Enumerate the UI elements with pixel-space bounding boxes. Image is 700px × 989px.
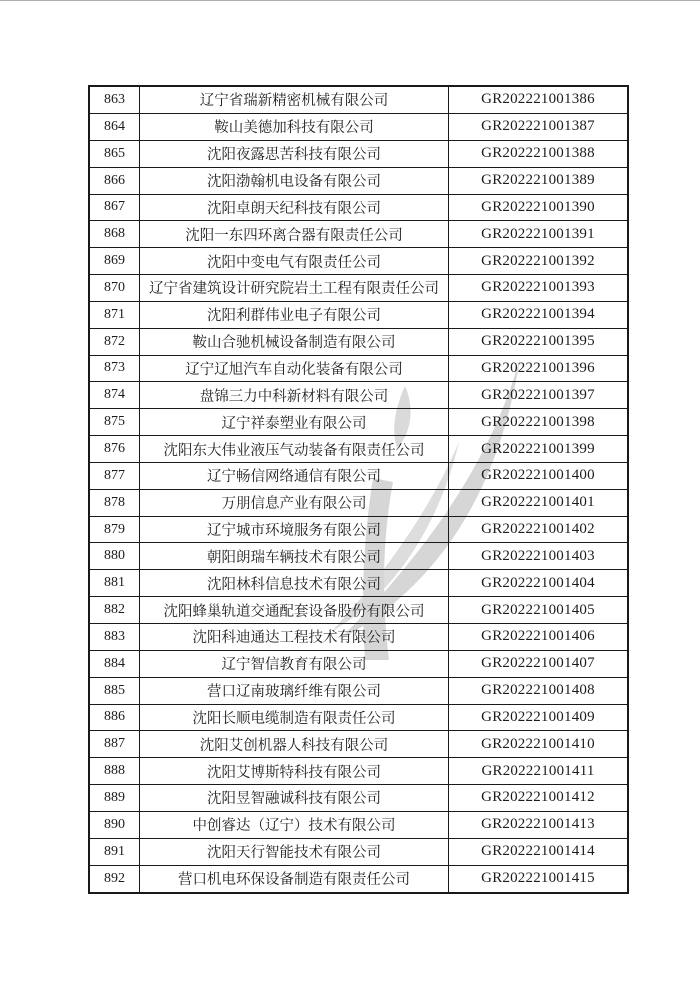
company-name-cell: 沈阳长顺电缆制造有限责任公司: [140, 704, 449, 731]
row-number-cell: 886: [89, 704, 140, 731]
certificate-code-cell: GR202221001410: [449, 731, 629, 758]
company-name-cell: 辽宁畅信网络通信有限公司: [140, 462, 449, 489]
company-name-cell: 沈阳蜂巢轨道交通配套设备股份有限公司: [140, 597, 449, 624]
table-row: [89, 462, 628, 489]
certificate-code-cell: GR202221001393: [449, 275, 629, 302]
certificate-code-cell: GR202221001388: [449, 140, 629, 167]
company-name-cell: 沈阳艾博斯特科技有限公司: [140, 758, 449, 785]
row-number-cell: 881: [89, 570, 140, 597]
certification-table: [88, 85, 629, 894]
row-number-cell: 884: [89, 650, 140, 677]
company-name-cell: 中创睿达（辽宁）技术有限公司: [140, 811, 449, 838]
certificate-code-cell: GR202221001394: [449, 301, 629, 328]
certificate-code-cell: GR202221001386: [449, 86, 629, 113]
row-number-cell: 877: [89, 462, 140, 489]
company-name-cell: 辽宁智信教育有限公司: [140, 650, 449, 677]
company-name-cell: 沈阳一东四环离合器有限责任公司: [140, 221, 449, 248]
row-number-cell: 873: [89, 355, 140, 382]
company-name-cell: 沈阳中变电气有限责任公司: [140, 248, 449, 275]
row-number-cell: 892: [89, 865, 140, 893]
row-number-cell: 889: [89, 785, 140, 812]
certificate-code-cell: GR202221001415: [449, 865, 629, 893]
row-number-cell: 878: [89, 489, 140, 516]
row-number-cell: 875: [89, 409, 140, 436]
table-row: [89, 731, 628, 758]
table-row: [89, 677, 628, 704]
row-number-cell: 864: [89, 113, 140, 140]
company-name-cell: 沈阳林科信息技术有限公司: [140, 570, 449, 597]
table-row: [89, 194, 628, 221]
table-row: [89, 570, 628, 597]
table-row: [89, 436, 628, 463]
certificate-code-cell: GR202221001400: [449, 462, 629, 489]
company-name-cell: 辽宁省建筑设计研究院岩土工程有限责任公司: [140, 275, 449, 302]
company-name-cell: 沈阳渤翰机电设备有限公司: [140, 167, 449, 194]
row-number-cell: 882: [89, 597, 140, 624]
row-number-cell: 874: [89, 382, 140, 409]
row-number-cell: 888: [89, 758, 140, 785]
certificate-code-cell: GR202221001409: [449, 704, 629, 731]
row-number-cell: 890: [89, 811, 140, 838]
certificate-code-cell: GR202221001399: [449, 436, 629, 463]
row-number-cell: 879: [89, 516, 140, 543]
certificate-code-cell: GR202221001407: [449, 650, 629, 677]
certificate-code-cell: GR202221001395: [449, 328, 629, 355]
company-name-cell: 沈阳夜露思苦科技有限公司: [140, 140, 449, 167]
certificate-code-cell: GR202221001408: [449, 677, 629, 704]
table-row: [89, 355, 628, 382]
certificate-code-cell: GR202221001414: [449, 838, 629, 865]
table-row: [89, 785, 628, 812]
table-row: [89, 382, 628, 409]
company-name-cell: 鞍山美德加科技有限公司: [140, 113, 449, 140]
row-number-cell: 880: [89, 543, 140, 570]
table-row: [89, 409, 628, 436]
certificate-code-cell: GR202221001413: [449, 811, 629, 838]
table-row: [89, 86, 628, 113]
company-name-cell: 盘锦三力中科新材料有限公司: [140, 382, 449, 409]
table-row: [89, 221, 628, 248]
table-row: [89, 328, 628, 355]
table-row: [89, 113, 628, 140]
company-name-cell: 沈阳科迪通达工程技术有限公司: [140, 624, 449, 651]
company-name-cell: 沈阳卓朗天纪科技有限公司: [140, 194, 449, 221]
table-row: [89, 758, 628, 785]
certification-table-body: [89, 86, 628, 893]
row-number-cell: 876: [89, 436, 140, 463]
company-name-cell: 沈阳东大伟业液压气动装备有限责任公司: [140, 436, 449, 463]
row-number-cell: 863: [89, 86, 140, 113]
certificate-code-cell: GR202221001404: [449, 570, 629, 597]
table-row: [89, 140, 628, 167]
table-row: [89, 704, 628, 731]
certificate-code-cell: GR202221001405: [449, 597, 629, 624]
certificate-code-cell: GR202221001390: [449, 194, 629, 221]
table-row: [89, 597, 628, 624]
certificate-code-cell: GR202221001389: [449, 167, 629, 194]
certificate-code-cell: GR202221001403: [449, 543, 629, 570]
row-number-cell: 885: [89, 677, 140, 704]
table-row: [89, 624, 628, 651]
table-row: [89, 811, 628, 838]
company-name-cell: 辽宁祥泰塑业有限公司: [140, 409, 449, 436]
row-number-cell: 883: [89, 624, 140, 651]
certificate-code-cell: GR202221001406: [449, 624, 629, 651]
company-name-cell: 营口机电环保设备制造有限责任公司: [140, 865, 449, 893]
row-number-cell: 891: [89, 838, 140, 865]
company-name-cell: 辽宁省瑞新精密机械有限公司: [140, 86, 449, 113]
row-number-cell: 865: [89, 140, 140, 167]
table-row: [89, 838, 628, 865]
row-number-cell: 887: [89, 731, 140, 758]
company-name-cell: 万朋信息产业有限公司: [140, 489, 449, 516]
row-number-cell: 870: [89, 275, 140, 302]
certificate-code-cell: GR202221001402: [449, 516, 629, 543]
table-row: [89, 543, 628, 570]
certificate-code-cell: GR202221001391: [449, 221, 629, 248]
table-row: [89, 650, 628, 677]
company-name-cell: 辽宁辽旭汽车自动化装备有限公司: [140, 355, 449, 382]
certificate-code-cell: GR202221001401: [449, 489, 629, 516]
company-name-cell: 沈阳昱智融诚科技有限公司: [140, 785, 449, 812]
table-row: [89, 275, 628, 302]
row-number-cell: 868: [89, 221, 140, 248]
company-name-cell: 营口辽南玻璃纤维有限公司: [140, 677, 449, 704]
row-number-cell: 866: [89, 167, 140, 194]
company-name-cell: 鞍山合驰机械设备制造有限公司: [140, 328, 449, 355]
row-number-cell: 871: [89, 301, 140, 328]
certificate-code-cell: GR202221001397: [449, 382, 629, 409]
company-name-cell: 沈阳天行智能技术有限公司: [140, 838, 449, 865]
certificate-code-cell: GR202221001396: [449, 355, 629, 382]
row-number-cell: 867: [89, 194, 140, 221]
table-row: [89, 301, 628, 328]
certificate-code-cell: GR202221001412: [449, 785, 629, 812]
company-name-cell: 辽宁城市环境服务有限公司: [140, 516, 449, 543]
row-number-cell: 869: [89, 248, 140, 275]
company-name-cell: 沈阳艾创机器人科技有限公司: [140, 731, 449, 758]
row-number-cell: 872: [89, 328, 140, 355]
certificate-code-cell: GR202221001392: [449, 248, 629, 275]
table-row: [89, 865, 628, 893]
page-top-edge-line: [0, 0, 700, 1]
company-name-cell: 朝阳朗瑞车辆技术有限公司: [140, 543, 449, 570]
table-row: [89, 516, 628, 543]
table-row: [89, 167, 628, 194]
certificate-code-cell: GR202221001387: [449, 113, 629, 140]
table-row: [89, 489, 628, 516]
company-name-cell: 沈阳利群伟业电子有限公司: [140, 301, 449, 328]
certificate-code-cell: GR202221001411: [449, 758, 629, 785]
table-row: [89, 248, 628, 275]
certificate-code-cell: GR202221001398: [449, 409, 629, 436]
